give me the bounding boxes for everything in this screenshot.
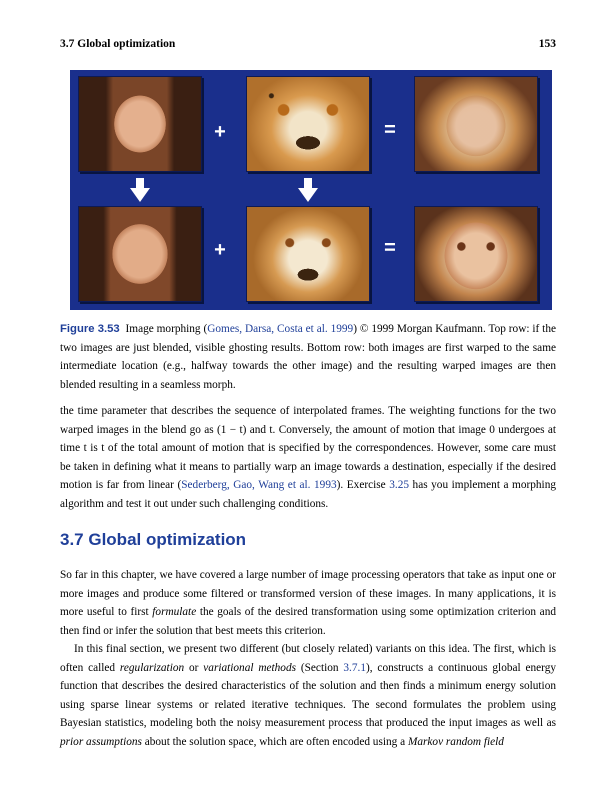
citation-link[interactable]: Gomes, Darsa, Costa et al. 1999 — [207, 323, 354, 335]
figure-image-blend-ghosted — [414, 76, 538, 172]
emphasis-text: regularization — [119, 661, 185, 674]
emphasis-text: variational methods — [203, 661, 297, 674]
figure-image-woman-warped — [78, 206, 202, 302]
equals-sign: = — [384, 119, 396, 141]
figure-caption — [60, 320, 556, 394]
paragraph-text: (Section — [296, 661, 344, 674]
figure-image-woman-original — [78, 76, 202, 172]
paragraph-text: In this final section, we present two different (but closely related) variants on this idea. The first, which is often called — [60, 643, 556, 674]
plus-sign: + — [214, 239, 226, 261]
body-paragraph — [60, 566, 556, 640]
paragraph-text: or — [184, 661, 204, 674]
paragraph-text: So far in this chapter, we have covered a large number of image processing operators that take as input one or more images and produce some filtered or transformed version of these images. In many applications, it is more useful to first — [60, 569, 556, 618]
page-number: 153 — [538, 38, 556, 50]
paragraph-text: ), constructs a continuous global energy function that describes the desired characteristics of the solution and then finds a minimum energy solution using sparse linear systems or related iterative techniques. The second formulates the problem using Bayesian statistics, modeling both the noisy measurement process that produced the input images as well as — [60, 661, 557, 729]
paragraph-text: ). Exercise — [336, 479, 390, 491]
paragraph-text: has you implement a morphing algorithm and test it out under such challenging conditions. — [60, 479, 556, 510]
paragraph-text: about the solution space, which are often encoded using a — [141, 735, 408, 748]
caption-text: ) © 1999 Morgan Kaufmann. Top row: if the two images are just blended, visible ghosting results. Bottom row: both images are first warped to the same intermediate location (e.g., halfway towards the other image) and the resulting warped images are then blended resulting in a seamless morph. — [60, 323, 556, 391]
figure-image-cheetah-original — [246, 76, 370, 172]
citation-link[interactable]: Sederberg, Gao, Wang et al. 1993 — [181, 479, 337, 491]
paragraph-text: the time parameter that describes the sequence of interpolated frames. The weighting functions for the two warped images in the blend go as (1 − t) and t. Conversely, the amount of motion that image 0 undergoes at time t is t of the total amount of motion that is specified by the correspondences. However, some care must be taken in defining what it means to partially warp an image towards a destination, especially if the desired motion is far from linear ( — [60, 405, 556, 491]
emphasis-text: Markov random field — [407, 735, 504, 748]
equals-sign: = — [384, 237, 396, 259]
section-link[interactable]: 3.7.1 — [343, 661, 366, 674]
down-arrow-icon — [130, 188, 150, 202]
body-paragraph — [60, 402, 556, 513]
running-header-title: 3.7 Global optimization — [60, 38, 176, 50]
section-heading: 3.7 Global optimization — [60, 530, 247, 549]
figure-label: Figure 3.53 — [60, 323, 120, 335]
page-header — [60, 38, 556, 56]
emphasis-text: formulate — [152, 606, 197, 618]
emphasis-text: prior assumptions — [60, 735, 142, 748]
down-arrow-icon — [298, 188, 318, 202]
exercise-link[interactable]: 3.25 — [389, 479, 409, 491]
figure-morphing — [70, 70, 552, 310]
figure-image-morph-result — [414, 206, 538, 302]
figure-image-cheetah-warped — [246, 206, 370, 302]
plus-sign: + — [214, 121, 226, 143]
paragraph-text: the goals of the desired transformation using some optimization criterion and then find or infer the solution that best meets this criterion. — [60, 606, 556, 637]
caption-text: Image morphing ( — [125, 323, 208, 335]
body-paragraph — [60, 640, 556, 751]
